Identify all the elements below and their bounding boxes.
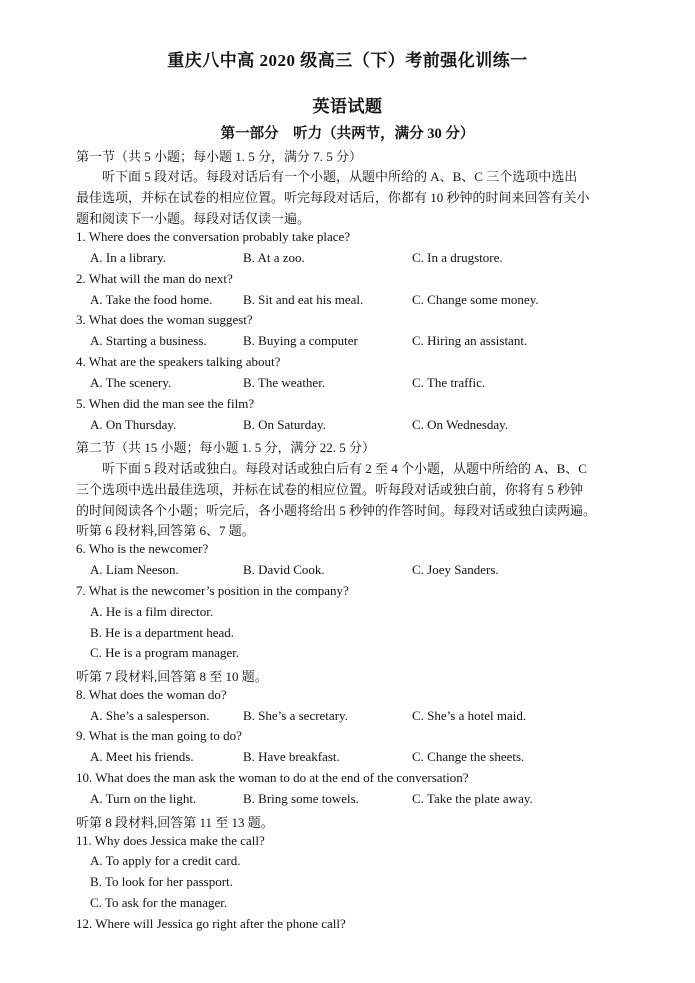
question-6: 6. Who is the newcomer? [76, 541, 209, 556]
section2-instruction-line: 三个选项中选出最佳选项，并标在试卷的相应位置。听每段对话或独白前，你将有 5 秒钟 [76, 482, 584, 497]
question-1: 1. Where does the conversation probably take place? [76, 229, 351, 244]
question-9: 9. What is the man going to do? [76, 728, 242, 743]
question-5: 5. When did the man see the film? [76, 396, 255, 411]
exam-title: 重庆八中高 2020 级高三（下）考前强化训练一 [167, 51, 528, 70]
question-7: 7. What is the newcomer’s position in the company? [76, 583, 349, 598]
question-12: 12. Where will Jessica go right after the phone call? [76, 916, 346, 931]
q9-option-b: B. Have breakfast. [243, 749, 340, 764]
q11-option-a: A. To apply for a credit card. [90, 853, 241, 868]
question-11: 11. Why does Jessica make the call? [76, 833, 265, 848]
q8-option-a: A. She’s a salesperson. [90, 708, 210, 723]
q5-option-a: A. On Thursday. [90, 417, 177, 432]
q1-option-a: A. In a library. [90, 250, 167, 265]
section2-heading: 第二节（共 15 小题；每小题 1. 5 分，满分 22. 5 分） [76, 440, 376, 455]
q6-option-a: A. Liam Neeson. [90, 562, 179, 577]
q2-option-a: A. Take the food home. [90, 292, 213, 307]
q3-option-c: C. Hiring an assistant. [412, 333, 528, 348]
question-4: 4. What are the speakers talking about? [76, 354, 281, 369]
q1-option-b: B. At a zoo. [243, 250, 305, 265]
q6-option-c: C. Joey Sanders. [412, 562, 499, 577]
q3-option-b: B. Buying a computer [243, 333, 358, 348]
q2-option-b: B. Sit and eat his meal. [243, 292, 364, 307]
section1-instruction-line: 听下面 5 段对话。每段对话后有一个小题，从题中所给的 A、B、C 三个选项中选出 [102, 169, 578, 184]
q7-option-b: B. He is a department head. [90, 625, 235, 640]
q9-option-a: A. Meet his friends. [90, 749, 194, 764]
q3-option-a: A. Starting a business. [90, 333, 207, 348]
exam-subtitle: 英语试题 [312, 97, 383, 116]
section2-instruction-line: 的时间阅读各个小题；听完后，各小题将给出 5 秒钟的作答时间。每段对话或独白读两遍。 [76, 503, 597, 518]
q11-option-b: B. To look for her passport. [90, 874, 233, 889]
section1-heading: 第一节（共 5 小题；每小题 1. 5 分，满分 7. 5 分） [76, 149, 363, 164]
q8-option-c: C. She’s a hotel maid. [412, 708, 527, 723]
material-7-note: 听第 7 段材料,回答第 8 至 10 题。 [76, 669, 268, 684]
q10-option-a: A. Turn on the light. [90, 791, 197, 806]
material-6-note: 听第 6 段材料,回答第 6、7 题。 [76, 523, 255, 538]
q10-option-b: B. Bring some towels. [243, 791, 359, 806]
q8-option-b: B. She’s a secretary. [243, 708, 348, 723]
q6-option-b: B. David Cook. [243, 562, 325, 577]
section1-instruction-line: 最佳选项，并标在试卷的相应位置。听完每段对话后，你都有 10 秒钟的时间来回答有关小 [76, 190, 590, 205]
question-2: 2. What will the man do next? [76, 271, 233, 286]
q2-option-c: C. Change some money. [412, 292, 539, 307]
q1-option-c: C. In a drugstore. [412, 250, 503, 265]
q5-option-b: B. On Saturday. [243, 417, 326, 432]
section1-instruction-line: 题和阅读下一小题。每段对话仅读一遍。 [76, 211, 311, 226]
part-heading: 第一部分 听力（共两节，满分 30 分） [220, 126, 475, 142]
q4-option-a: A. The scenery. [90, 375, 172, 390]
question-3: 3. What does the woman suggest? [76, 312, 253, 327]
q9-option-c: C. Change the sheets. [412, 749, 525, 764]
q7-option-a: A. He is a film director. [90, 604, 214, 619]
material-8-note: 听第 8 段材料,回答第 11 至 13 题。 [76, 815, 274, 830]
q4-option-b: B. The weather. [243, 375, 326, 390]
q4-option-c: C. The traffic. [412, 375, 486, 390]
section2-instruction-line: 听下面 5 段对话或独白。每段对话或独白后有 2 至 4 个小题，从题中所给的 A、B、C [102, 461, 587, 476]
q11-option-c: C. To ask for the manager. [90, 895, 228, 910]
q5-option-c: C. On Wednesday. [412, 417, 509, 432]
q7-option-c: C. He is a program manager. [90, 645, 240, 660]
question-10: 10. What does the man ask the woman to do at the end of the conversation? [76, 770, 469, 785]
q10-option-c: C. Take the plate away. [412, 791, 533, 806]
question-8: 8. What does the woman do? [76, 687, 227, 702]
